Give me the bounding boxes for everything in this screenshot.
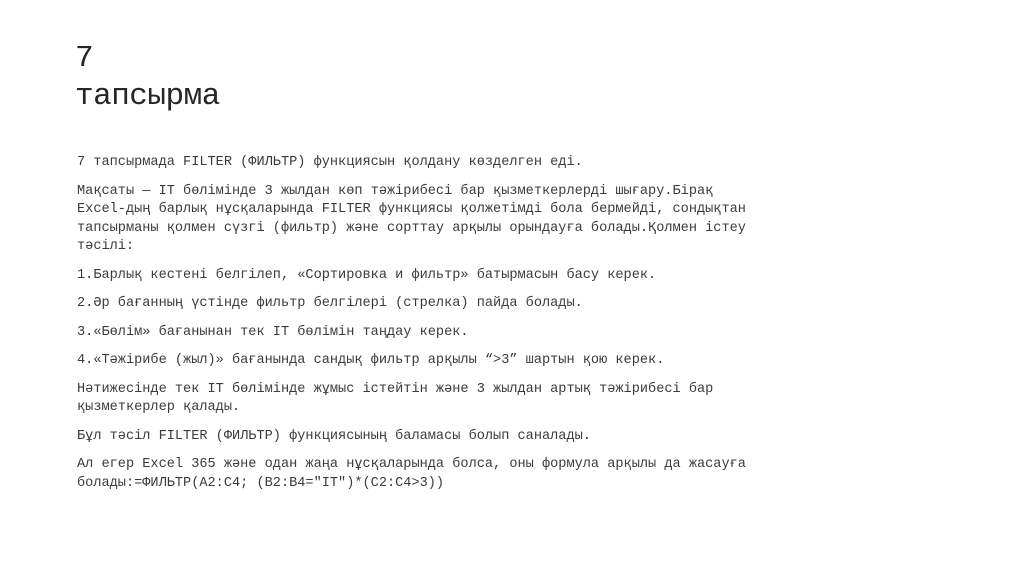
slide-body — [77, 154, 957, 503]
paragraph-result: Нәтижесінде тек IT бөлімінде жұмыс істейтін және 3 жылдан артық тәжірибесі бар қызметкерлер қалады. — [77, 381, 714, 415]
slide-title — [75, 40, 675, 116]
paragraph-step-3: 3.«Бөлім» бағанынан тек IT бөлімін таңдау керек. — [77, 324, 469, 340]
slide-title-word: тапсырма — [75, 79, 220, 114]
paragraph-step-1: 1.Барлық кестені белгілеп, «Сортировка и фильтр» батырмасын басу керек. — [77, 267, 657, 283]
slide-title-number: 7 — [75, 41, 94, 76]
paragraph-intro: 7 тапсырмада FILTER (ФИЛЬТР) функциясын қолдану көзделген еді. — [77, 155, 583, 170]
paragraph-alternative: Бұл тәсіл FILTER (ФИЛЬТР) функциясының баламасы болып саналады. — [77, 428, 591, 444]
paragraph-step-4: 4.«Тәжірибе (жыл)» бағанында сандық фильтр арқылы “>3” шартын қою керек. — [77, 353, 665, 368]
paragraph-step-2: 2.Әр бағанның үстінде фильтр белгілері (стрелка) пайда болады. — [77, 296, 583, 311]
paragraph-goal: Мақсаты — IT бөлімінде 3 жылдан көп тәжірибесі бар қызметкерлерді шығару.Бірақ Excel-дың барлық нұсқаларында FILTER функциясы қолжетімді бола бермейді, сондықтан тапсырманы қолмен сүзгі (фильтр) және сорттау арқылы орындауға болады.Қолмен істеу тәсілі: — [77, 183, 746, 254]
paragraph-formula: Ал егер Excel 365 және одан жаңа нұсқаларында болса, оны формула арқылы да жасауға болады:=ФИЛЬТР(A2:C4; (B2:B4="IT")*(C2:C4>3)) — [77, 457, 746, 491]
